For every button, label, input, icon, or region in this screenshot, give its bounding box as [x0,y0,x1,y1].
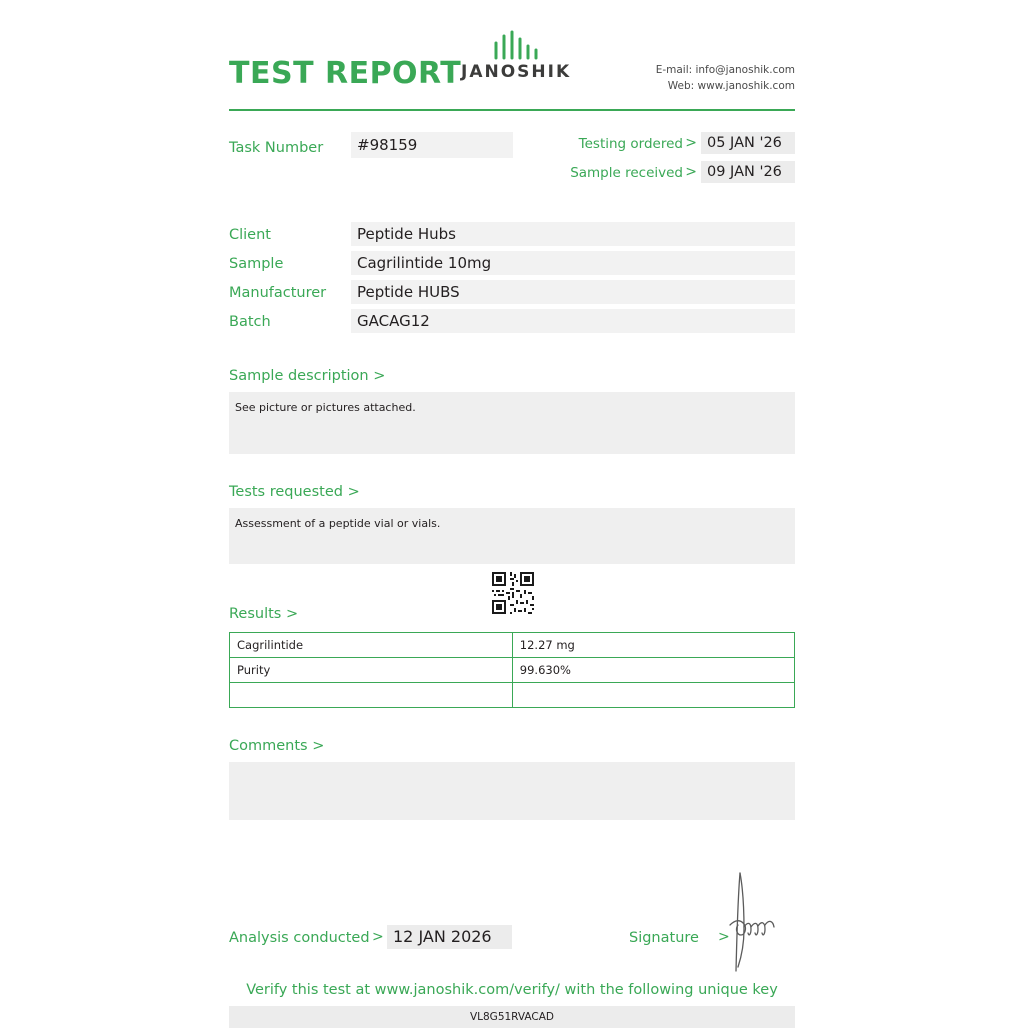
chevron-right-icon: > [685,135,697,151]
manufacturer-value: Peptide HUBS [351,280,795,304]
chevron-right-icon: > [718,929,730,945]
batch-label: Batch [229,314,271,330]
date-block [529,132,795,190]
tests-requested-text: Assessment of a peptide vial or vials. [235,517,441,530]
results-header-row [229,590,795,636]
report-sheet [229,0,795,1024]
page-title: TEST REPORT [229,56,462,91]
sample-received-value: 09 JAN '26 [701,161,795,183]
signature-label: Signature [629,930,699,946]
result-value: 99.630% [512,658,794,683]
sample-description-box [229,392,795,454]
sample-value: Cagrilintide 10mg [351,251,795,275]
contact-info [656,62,795,94]
tests-requested-heading: Tests requested > [229,484,360,500]
sample-received-label: Sample received [570,165,683,181]
task-number-value: #98159 [351,132,513,158]
client-value: Peptide Hubs [351,222,795,246]
tests-requested-box [229,508,795,564]
info-block [229,222,795,338]
task-number-label: Task Number [229,140,324,156]
analysis-row [229,872,795,972]
report-header [229,0,795,112]
info-row-sample [229,251,795,280]
unique-key-value: VL8G51RVACAD [229,1006,795,1028]
table-row [230,658,795,683]
comments-heading: Comments > [229,738,325,754]
testing-ordered-label: Testing ordered [578,136,683,152]
signature-image [724,867,794,977]
client-label: Client [229,227,271,243]
table-row [230,683,795,708]
info-row-client [229,222,795,251]
result-name: Purity [230,658,513,683]
results-heading: Results > [229,606,299,622]
sample-description-text: See picture or pictures attached. [235,401,416,414]
comments-box [229,762,795,820]
header-divider [229,109,795,111]
task-row [229,132,795,192]
testing-ordered-row [529,132,795,161]
analysis-conducted-value: 12 JAN 2026 [387,925,512,949]
qr-code-icon [490,570,536,616]
janoshik-logo [461,30,571,82]
result-value: 12.27 mg [512,633,794,658]
result-value [512,683,794,708]
logo-wordmark: JANOSHIK [461,62,572,82]
batch-value: GACAG12 [351,309,795,333]
testing-ordered-value: 05 JAN '26 [701,132,795,154]
contact-email: E-mail: info@janoshik.com [655,64,795,76]
info-row-batch [229,309,795,338]
sample-received-row [529,161,795,190]
contact-web: Web: www.janoshik.com [667,80,795,92]
sample-description-heading: Sample description > [229,368,386,384]
info-row-manufacturer [229,280,795,309]
sample-label: Sample [229,256,284,272]
verify-text: Verify this test at www.janoshik.com/verify/ with the following unique key [246,982,778,998]
result-name: Cagrilintide [230,633,513,658]
manufacturer-label: Manufacturer [229,285,327,301]
results-table [229,632,795,708]
result-name [230,683,513,708]
chevron-right-icon: > [372,929,384,945]
logo-mark-icon [461,30,571,60]
chevron-right-icon: > [685,164,697,180]
table-row [230,633,795,658]
analysis-conducted-label: Analysis conducted [229,930,370,946]
